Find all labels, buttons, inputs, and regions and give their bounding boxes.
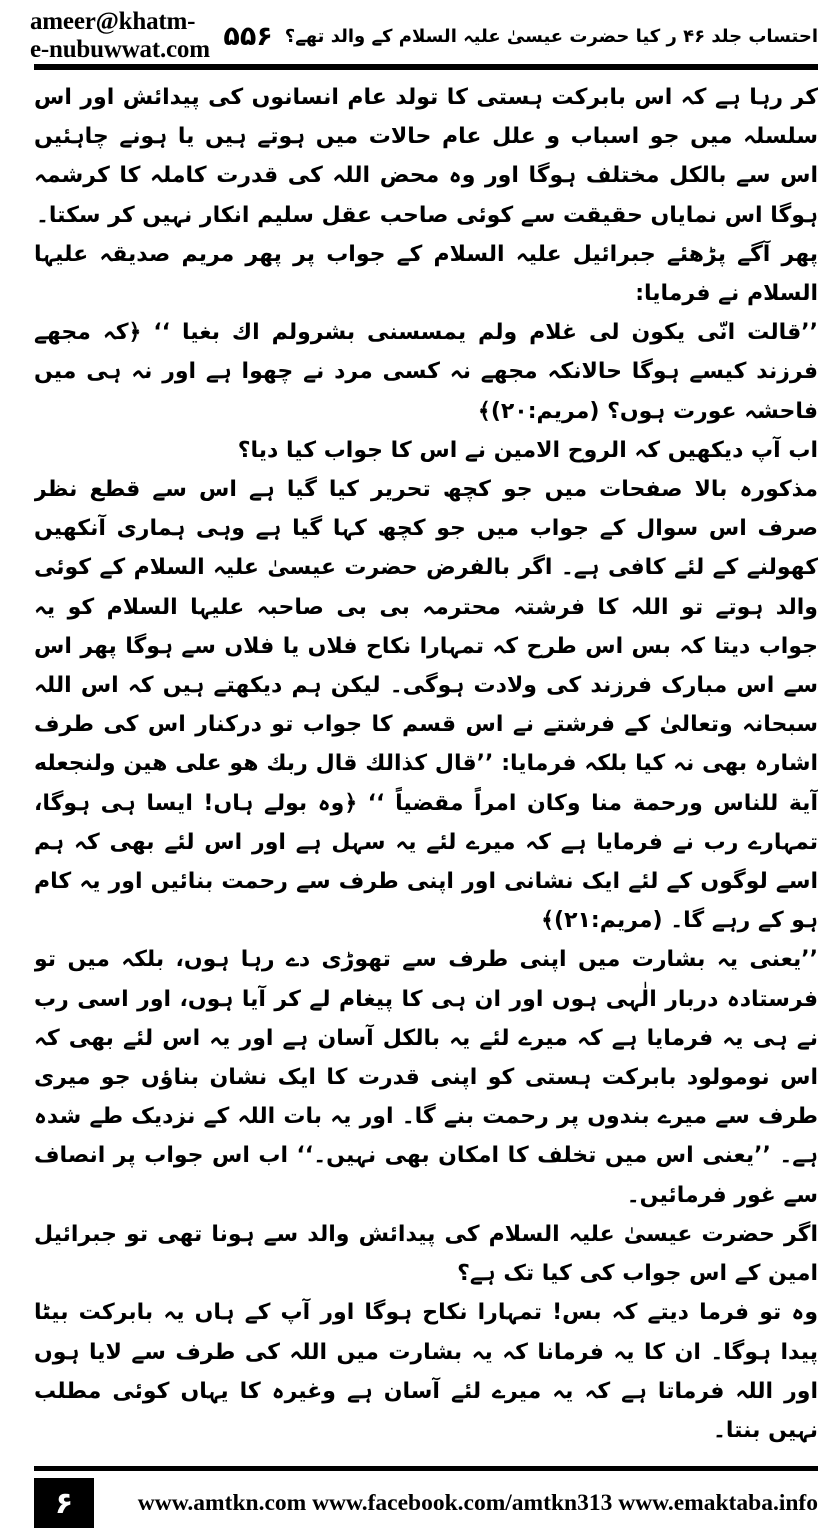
paragraph-2: پھر آگے پڑھئے جبرائیل علیہ السلام کے جواب پر پھر مریم صدیقہ علیہا السلام نے فرمایا: bbox=[34, 241, 818, 307]
header-page-number: ۵۵۶ bbox=[223, 20, 273, 52]
paragraph-5: مذکورہ بالا صفحات میں جو کچھ تحریر کیا گیا ہے اس سے قطع نظر صرف اس سوال کے جواب میں جو کچھ کہا گیا ہے وہی ہماری آنکھیں کھولنے کے لئے کافی ہے۔ اگر بالفرض حضرت عیسیٰ علیہ السلام کے کوئی والد ہوتے تو اللہ کا فرشتہ محترمہ بی بی صاحبہ علیہا السلام کو یہ جواب دیتا کہ بس اس طرح کہ تمہارا نکاح فلاں یا فلاں سے ہوگا پھر اس سے اس مبارک فرزند کی ولادت ہوگی۔ لیکن ہم دیکھتے ہیں کہ اس اللہ سبحانہ وتعالیٰ کے فرشتے نے اس قسم کا جواب تو درکنار اس کی طرف اشارہ بھی نہ کیا بلکہ فرمایا: ’’قال كذالك قال ربك هو على هين ولنجعله آية للناس ورحمة منا وكان امراً مقضياً ‘‘ ﴿وہ بولے ہاں! ایسا ہی ہوگا، تمہارے رب نے فرمایا ہے کہ میرے لئے یہ سہل ہے اور اس لئے بھی کہ ہم اسے لوگوں کے لئے ایک نشانی اور اپنی طرف سے رحمت بنائیں اور یہ کام ہو کے رہے گا۔ (مریم:۲۱)﴾ bbox=[34, 477, 818, 934]
footer-divider bbox=[34, 1466, 818, 1471]
paragraph-7: اگر حضرت عیسیٰ علیہ السلام کی پیدائش والد سے ہونا تھی تو جبرائیل امین کے اس جواب کی کیا تک ہے؟ bbox=[34, 1221, 818, 1287]
footer-links: www.amtkn.com www.facebook.com/amtkn313 www.emaktaba.info bbox=[137, 1489, 818, 1516]
footer-page-number: ۶ bbox=[34, 1478, 94, 1528]
header-left-group bbox=[30, 8, 285, 64]
paragraph-6: ’’یعنی یہ بشارت میں اپنی طرف سے تھوڑی دے رہا ہوں، بلکہ میں تو فرستادہ دربار الٰہی ہوں اور ان ہی کا پیغام لے کر آیا ہوں، اور اسی رب نے ہی یہ فرمایا ہے کہ میرے لئے یہ بالکل آسان ہے اور یہ اس لئے بھی کہ اس نومولود بابرکت ہستی کو اپنی قدرت کا ایک نشان بناؤں جو میری طرف سے میرے بندوں پر رحمت بنے گا۔ اور یہ بات اللہ کے نزدیک طے شدہ ہے۔ ’’یعنی اس میں تخلف کا امکان بھی نہیں۔‘‘ اب اس جواب پر انصاف سے غور فرمائیں۔ bbox=[34, 947, 818, 1208]
paragraph-1: کر رہا ہے کہ اس بابرکت ہستی کا تولد عام انسانوں کی پیدائش اور اس سلسلہ میں جو اسباب و علل عام حالات میں ہوتے ہیں یا ہونے چاہئیں اس سے بالکل مختلف ہوگا اور وہ محض اللہ کی قدرت کاملہ کا کرشمہ ہوگا اس نمایاں حقیقت سے کوئی صاحب عقل سلیم انکار نہیں کر سکتا۔ bbox=[34, 85, 818, 228]
header-book-title: احتساب جلد ۴۶ ر کیا حضرت عیسیٰ علیہ السلام کے والد تھے؟ bbox=[284, 25, 818, 47]
paragraph-8: وہ تو فرما دیتے کہ بس! تمہارا نکاح ہوگا اور آپ کے ہاں یہ بابرکت بیٹا پیدا ہوگا۔ ان کا یہ فرمانا کہ یہ بشارت میں اللہ کی طرف سے لایا ہوں اور اللہ فرماتا ہے کہ یہ میرے لئے آسان ہے وغیرہ کا یہاں کوئی مطلب نہیں بنتا۔ bbox=[34, 1300, 818, 1443]
page-body bbox=[34, 78, 818, 1463]
header-email: ameer@khatm-e-nubuwwat.com bbox=[30, 8, 210, 63]
page-footer bbox=[34, 1478, 818, 1528]
paragraph-3: ’’قالت انّی یکون لی غلام ولم یمسسنی بشرولم اك بغیا ‘‘ ﴿کہ مجھے فرزند کیسے ہوگا حالانکہ مجھے نہ کسی مرد نے چھوا ہے اور نہ ہی میں فاحشہ عورت ہوں؟ (مریم:۲۰)﴾ bbox=[34, 320, 818, 424]
header-divider bbox=[34, 64, 818, 70]
paragraph-4: اب آپ دیکھیں کہ الروح الامین نے اس کا جواب کیا دیا؟ bbox=[237, 437, 818, 463]
page-header bbox=[30, 8, 818, 63]
